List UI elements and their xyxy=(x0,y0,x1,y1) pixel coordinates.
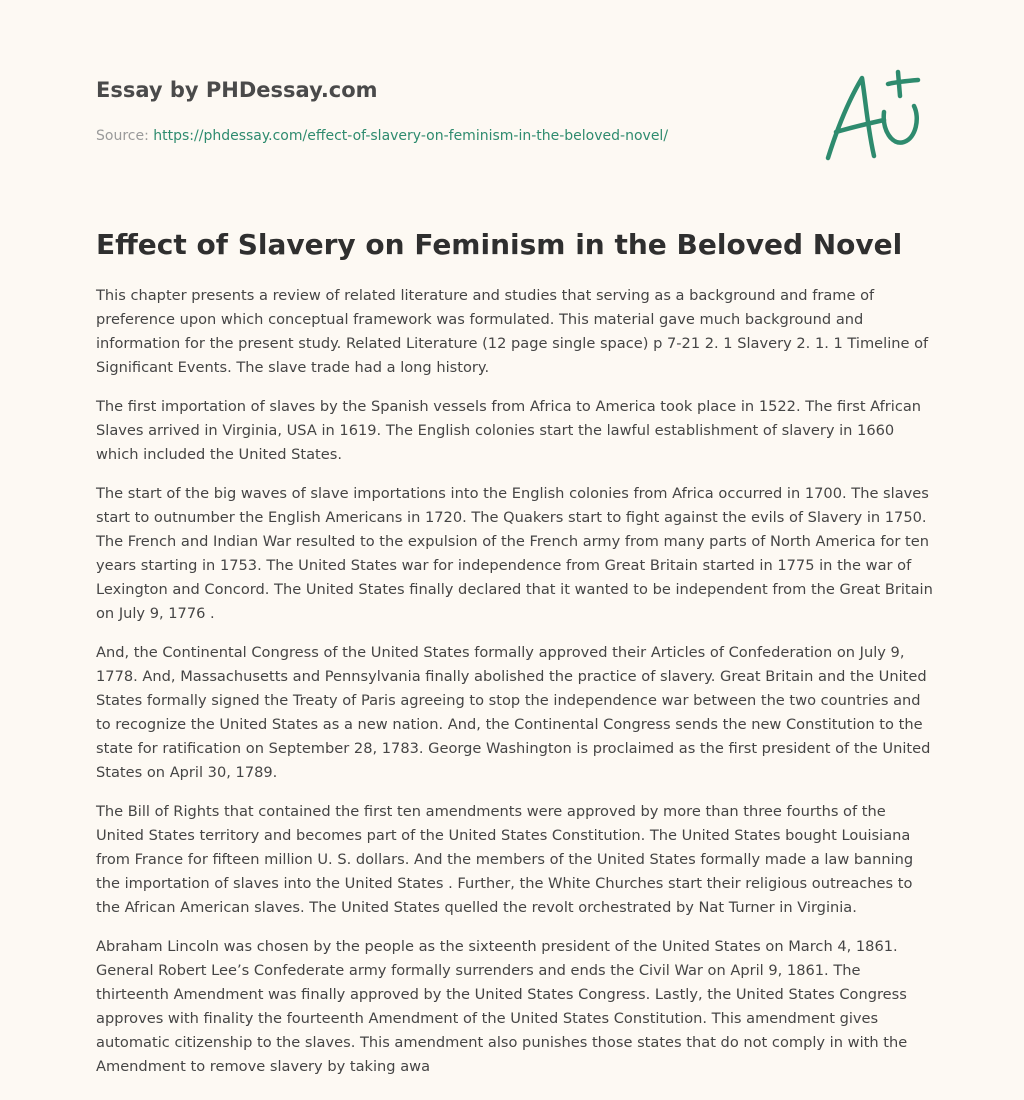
essay-paragraph: And, the Continental Congress of the United States formally approved their Articles of Confederation on July 9, 1778. And, Massachusetts and Pennsylvania finally abolished the practice of slavery. Great Britain and the United States formally signed the Treaty of Paris agreeing to stop the independence war between the two countries and to recognize the United States as a new nation. And, the Continental Congress sends the new Constitution to the state for ratification on September 28, 1783. George Washington is proclaimed as the first president of the United States on April 30, 1789. xyxy=(96,644,931,781)
a-plus-logo-icon xyxy=(818,66,930,166)
essay-paragraph: The start of the big waves of slave importations into the English colonies from Africa occurred in 1700. The slaves start to outnumber the English Americans in 1720. The Quakers start to fight against the evils of Slavery in 1750. The French and Indian War resulted to the expulsion of the French army from many parts of North America for ten years starting in 1753. The United States war for independence from Great Britain started in 1775 in the war of Lexington and Concord. The United States finally declared that it wanted to be independent from the Great Britain on July 9, 1776 . xyxy=(96,485,933,622)
page-header xyxy=(96,76,776,146)
brand-title: Essay by PHDessay.com xyxy=(96,78,378,102)
essay-paragraph: Abraham Lincoln was chosen by the people as the sixteenth president of the United States on March 4, 1861. General Robert Lee’s Confederate army formally surrenders and ends the Civil War on April 9, 1861. The thirteenth Amendment was finally approved by the United States Congress. Lastly, the United States Congress approves with finality the fourteenth Amendment of the United States Constitution. This amendment gives automatic citizenship to the slaves. This amendment also punishes those states that do not comply in with the Amendment to remove slavery by taking awa xyxy=(96,938,908,1075)
essay-title: Effect of Slavery on Feminism in the Beloved Novel xyxy=(96,228,903,261)
source-link[interactable]: https://phdessay.com/effect-of-slavery-on-feminism-in-the-beloved-novel/ xyxy=(153,128,669,144)
source-label: Source: xyxy=(96,128,149,144)
essay-paragraph: The first importation of slaves by the Spanish vessels from Africa to America took place in 1522. The first African Slaves arrived in Virginia, USA in 1619. The English colonies start the lawful establishment of slavery in 1660 which included the United States. xyxy=(96,398,922,463)
essay-body xyxy=(96,284,936,1094)
essay-paragraph: The Bill of Rights that contained the first ten amendments were approved by more than three fourths of the United States territory and becomes part of the United States Constitution. The United States bought Louisiana from France for fifteen million U. S. dollars. And the members of the United States formally made a law banning the importation of slaves into the United States . Further, the White Churches start their religious outreaches to the African American slaves. The United States quelled the revolt orchestrated by Nat Turner in Virginia. xyxy=(96,803,914,916)
source-line xyxy=(96,126,776,146)
essay-paragraph: This chapter presents a review of related literature and studies that serving as a background and frame of preference upon which conceptual framework was formulated. This material gave much background and information for the present study. Related Literature (12 page single space) p 7-21 2. 1 Slavery 2. 1. 1 Timeline of Significant Events. The slave trade had a long history. xyxy=(96,287,929,376)
